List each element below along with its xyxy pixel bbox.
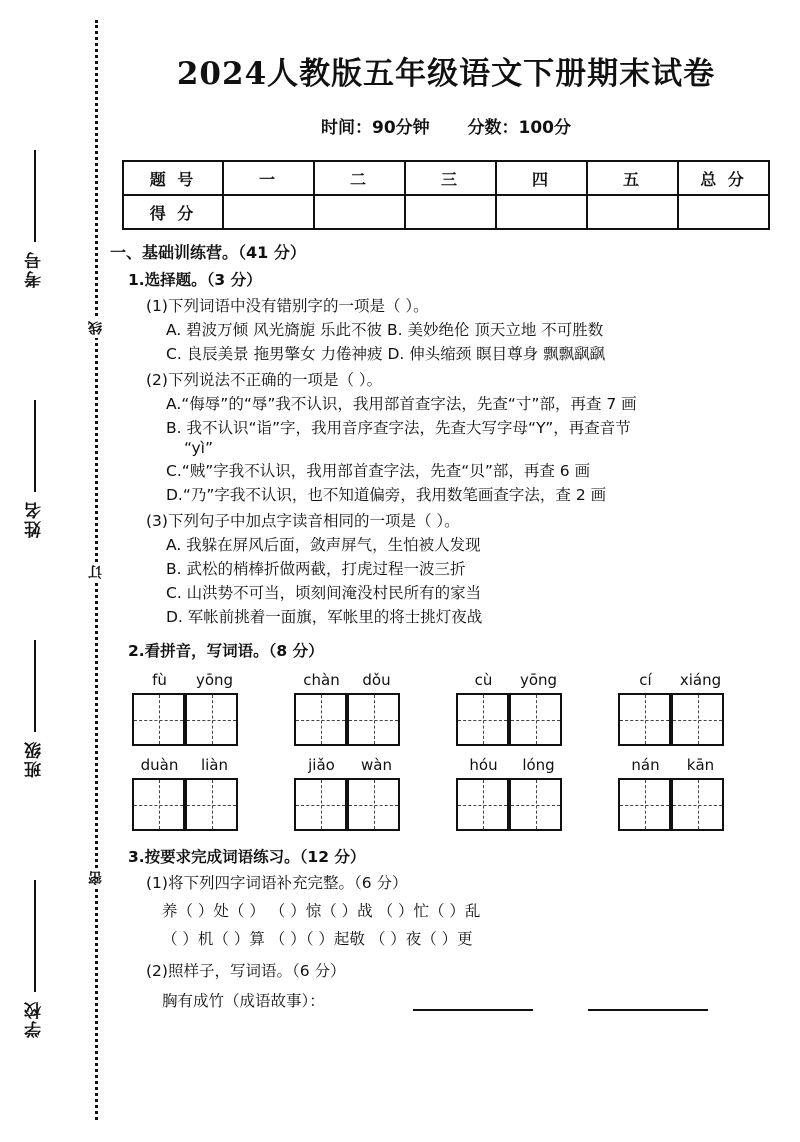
pinyin-row-2 [110,756,782,831]
grid-cell[interactable] [509,778,562,831]
answer-line-2[interactable] [588,995,708,1011]
school-rule [34,880,36,992]
pinyin-syllable: cù [474,671,493,689]
writing-grid[interactable] [456,778,566,831]
seal-field-student-name [18,400,52,538]
class-rule [34,640,36,732]
question-1-2-option-d[interactable]: D.“乃”字我不认识，也不知道偏旁，我用数笔画查字法，查 2 画 [166,486,607,504]
question-3-2-example-row [110,989,782,1011]
pinyin-labels-cixiang [618,671,728,689]
grid-cell[interactable] [671,778,724,831]
answer-line-1[interactable] [413,995,533,1011]
table-row-scores [123,195,769,229]
grid-cell[interactable] [347,693,400,746]
question-3-1-stem: (1)将下列四字词语补充完整。（6 分） [146,874,408,892]
cell-total: 总 分 [678,161,769,195]
question-1-3-option-c[interactable]: C. 山洪势不可当，顷刻间淹没村民所有的家当 [166,584,482,602]
pinyin-row-1 [110,671,782,746]
pinyin-syllable: kān [686,756,715,774]
exam-number-rule [34,150,36,242]
seal-char-ding: 订 [86,562,108,582]
pinyin-labels-chandou [294,671,404,689]
pinyin-labels-jiaowan [294,756,404,774]
pinyin-labels-nankan [618,756,728,774]
grid-cell[interactable] [185,778,238,831]
student-name-label: 姓名 [24,500,45,538]
pinyin-syllable: duàn [140,756,179,774]
question-3-2-example-label: 胸有成竹（成语故事）： [162,992,325,1010]
seal-field-school [18,880,52,1038]
row-head-score: 得 分 [123,195,223,229]
score-cell-q4[interactable] [496,195,587,229]
grid-cell[interactable] [347,778,400,831]
total-score-label: 分数：100分 [467,118,571,138]
grid-cell[interactable] [618,693,671,746]
pinyin-syllable: fù [152,671,167,689]
pinyin-group-nankan [618,756,728,831]
pinyin-group-fuyong [132,671,242,746]
score-cell-total[interactable] [678,195,769,229]
table-row-question-numbers [123,161,769,195]
score-cell-q2[interactable] [314,195,405,229]
question-1-heading: 1.选择题。（3 分） [128,271,262,289]
grid-cell[interactable] [509,693,562,746]
question-3-1-line-2[interactable]: （ ）机（ ）算 （ ）（ ）起敬 （ ）夜（ ）更 [162,930,473,948]
pinyin-syllable: chàn [303,671,340,689]
pinyin-group-duanlian [132,756,242,831]
question-2-heading: 2.看拼音，写词语。（8 分） [128,642,324,660]
question-1-3-stem: (3)下列句子中加点字读音相同的一项是（ ）。 [146,512,460,530]
writing-grid[interactable] [456,693,566,746]
question-1-2-option-b[interactable]: B. 我不认识“诣”字，我用音序查字法，先查大写字母“Y”，再查音节 [166,419,631,437]
exam-sheet [110,0,782,1142]
pinyin-syllable: jiǎo [308,756,335,774]
score-cell-q1[interactable] [223,195,314,229]
grid-cell[interactable] [456,778,509,831]
pinyin-labels-duanlian [132,756,242,774]
seal-field-class [18,640,52,778]
time-label: 时间：90分钟 [320,118,430,138]
pinyin-group-cixiang [618,671,728,746]
score-cell-q5[interactable] [587,195,678,229]
question-1-1-stem: (1)下列词语中没有错别字的一项是（ ）。 [146,297,429,315]
question-3-2-stem: (2)照样子，写词语。（6 分） [146,962,346,980]
seal-field-exam-number [18,150,52,288]
question-1-2-option-a[interactable]: A.“侮辱”的“辱”我不认识，我用部首查字法，先查“寸”部，再查 7 画 [166,395,637,413]
pinyin-labels-cuyong [456,671,566,689]
exam-meta [110,113,782,138]
pinyin-syllable: yōng [519,671,558,689]
grid-cell[interactable] [671,693,724,746]
grid-cell[interactable] [294,778,347,831]
writing-grid[interactable] [294,778,404,831]
question-1-2-option-b-continuation: “yì” [184,439,213,457]
pinyin-syllable: dǒu [362,671,391,689]
page-title: 2024人教版五年级语文下册期末试卷 [176,56,716,92]
grid-cell[interactable] [456,693,509,746]
section-one-heading: 一、基础训练营。（41 分） [110,243,306,262]
school-label: 学校 [24,1000,45,1038]
grid-cell[interactable] [132,693,185,746]
pinyin-syllable: xiáng [679,671,722,689]
grid-cell[interactable] [185,693,238,746]
pinyin-labels-houlong [456,756,566,774]
pinyin-group-houlong [456,756,566,831]
pinyin-group-jiaowan [294,756,404,831]
pinyin-group-cuyong [456,671,566,746]
cell-q2: 二 [314,161,405,195]
grid-cell[interactable] [132,778,185,831]
pinyin-labels-fuyong [132,671,242,689]
writing-grid[interactable] [618,693,728,746]
question-1-1-option-cd[interactable]: C. 良辰美景 拖男擎女 力倦神疲 D. 伸头缩颈 瞑目尊身 飘飘飖飖 [166,345,606,363]
question-1-2-stem: (2)下列说法不正确的一项是（ ）。 [146,371,383,389]
pinyin-syllable: cí [639,671,652,689]
cell-q5: 五 [587,161,678,195]
score-table [122,160,770,230]
pinyin-syllable: liàn [200,756,229,774]
pinyin-syllable: nán [631,756,660,774]
exam-number-label: 考号 [24,250,45,288]
question-1-3-option-d[interactable]: D. 军帐前挑着一面旗，军帐里的将士挑灯夜战 [166,608,483,626]
writing-grid[interactable] [132,693,242,746]
question-1-1-option-ab[interactable]: A. 碧波万倾 风光旖旎 乐此不彼 B. 美妙绝伦 顶天立地 不可胜数 [166,321,604,339]
writing-grid[interactable] [294,693,404,746]
seal-margin-column [0,0,110,1142]
question-3-1-line-1[interactable]: 养（ ）处（ ） （ ）惊（ ）战 （ ）忙（ ）乱 [162,902,481,920]
grid-cell[interactable] [618,778,671,831]
pinyin-syllable: wàn [361,756,392,774]
grid-cell[interactable] [294,693,347,746]
question-1-3-option-a[interactable]: A. 我躲在屏风后面，敛声屏气，生怕被人发现 [166,536,481,554]
question-1-3-option-b[interactable]: B. 武松的梢棒折做两截，打虎过程一波三折 [166,560,466,578]
writing-grid[interactable] [618,778,728,831]
student-name-rule [34,400,36,492]
question-1-2-option-c[interactable]: C.“贼”字我不认识，我用部首查字法，先查“贝”部，再查 6 画 [166,462,591,480]
writing-grid[interactable] [132,778,242,831]
seal-char-xian: 线 [86,318,108,338]
cell-q4: 四 [496,161,587,195]
pinyin-syllable: yōng [195,671,234,689]
pinyin-group-chandou [294,671,404,746]
question-3-heading: 3.按要求完成词语练习。（12 分） [128,848,366,866]
score-cell-q3[interactable] [405,195,496,229]
pinyin-syllable: hóu [469,756,498,774]
row-head-question-number: 题 号 [123,161,223,195]
class-label: 班级 [24,740,45,778]
cell-q3: 三 [405,161,496,195]
pinyin-syllable: lóng [522,756,555,774]
seal-char-mi: 密 [86,868,108,888]
cell-q1: 一 [223,161,314,195]
